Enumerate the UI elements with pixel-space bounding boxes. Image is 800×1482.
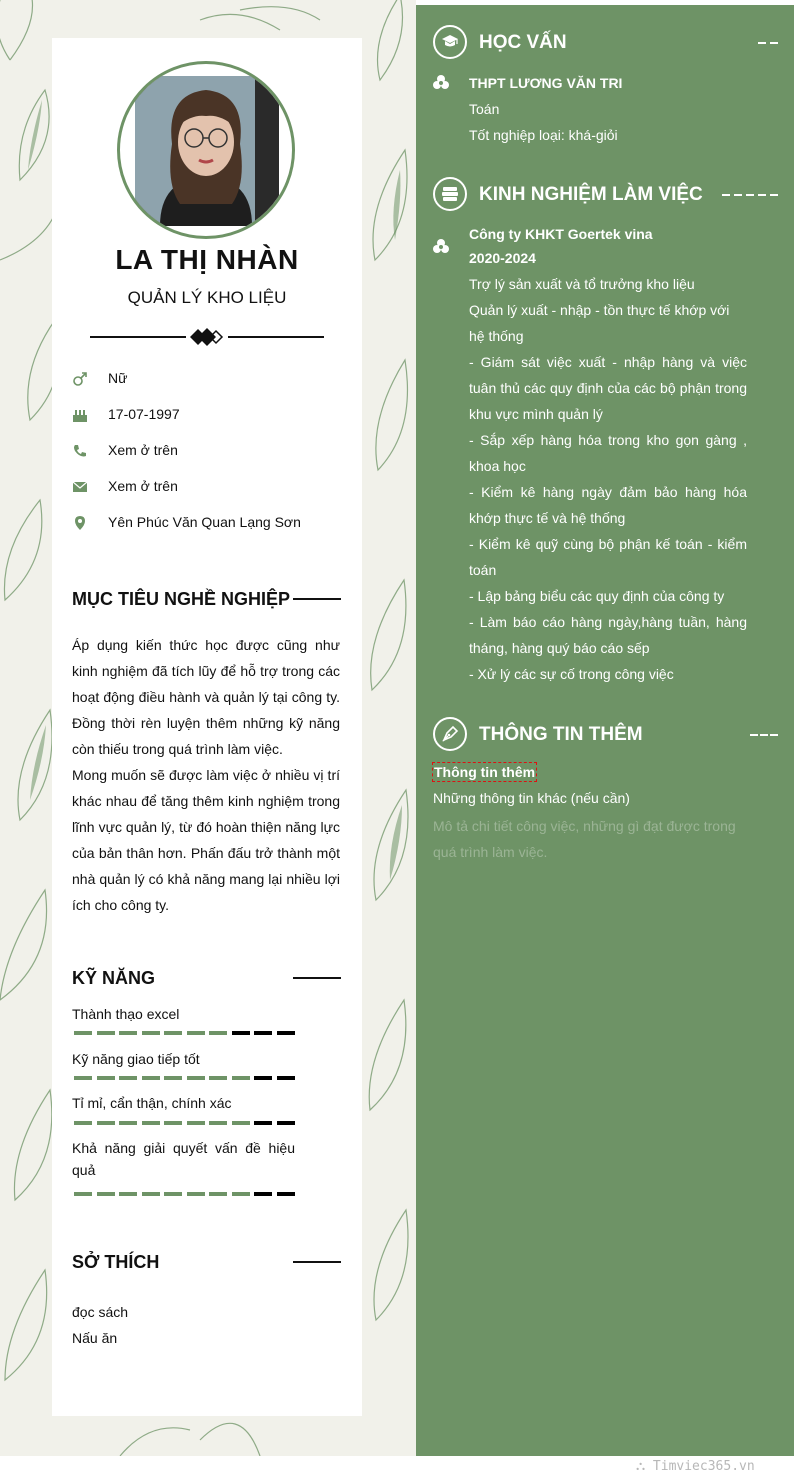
hobby-item: đọc sách	[72, 1304, 129, 1320]
skill-segment-filled	[232, 1192, 250, 1196]
hobby-item: Nấu ăn	[72, 1330, 118, 1346]
skill-segment-filled	[97, 1121, 115, 1125]
hobbies-title: SỞ THÍCH	[72, 1252, 160, 1272]
avatar	[117, 61, 295, 239]
envelope-icon	[72, 479, 88, 495]
skill-segment-filled	[142, 1031, 160, 1035]
skill-segment-filled	[142, 1192, 160, 1196]
gender-text: Nữ	[108, 370, 128, 386]
experience-line: - Kiểm kê quỹ cùng bộ phận kế toán - kiểm toán	[469, 536, 747, 578]
address-text: Yên Phúc Văn Quan Lạng Sơn	[108, 514, 301, 530]
skill-segment-filled	[74, 1076, 92, 1080]
skill-segment-filled	[97, 1192, 115, 1196]
skill-segment-empty	[254, 1031, 272, 1035]
education-major: Toán	[469, 101, 500, 117]
experience-line: Quản lý xuất - nhập - tồn thực tế khớp với hệ thống	[469, 302, 730, 344]
experience-line: Trợ lý sản xuất và tổ trưởng kho liệu	[469, 276, 695, 292]
experience-icon-circle	[433, 177, 467, 211]
additional-description-placeholder[interactable]: Mô tả chi tiết công việc, những gì đạt được trong quá trình làm việc.	[433, 818, 736, 860]
skill-segment-filled	[142, 1076, 160, 1080]
experience-line: - Kiểm kê hàng ngày đảm bảo hàng hóa khớp thực tế và hệ thống	[469, 484, 747, 526]
skill-segment-filled	[164, 1031, 182, 1035]
person-photo-icon	[120, 64, 292, 236]
education-dash	[758, 42, 778, 44]
objective-title-line	[293, 598, 341, 600]
additional-icon-circle	[433, 717, 467, 751]
skill-segment-filled	[187, 1121, 205, 1125]
gender-icon	[72, 371, 88, 387]
skill-name: Khả năng giải quyết vấn đề hiệu quả	[72, 1140, 295, 1178]
skill-segment-filled	[74, 1121, 92, 1125]
birthday-text: 17-07-1997	[108, 406, 180, 422]
skill-segment-empty	[232, 1031, 250, 1035]
objective-paragraph-2: Mong muốn sẽ được làm việc ở nhiều vị trí khác nhau để tăng thêm kinh nghiệm trong lĩnh vực quản lý, từ đó hoàn thiện năng lực của bản thân hơn. Phấn đấu trở thành một nhà quản lý có khả năng mang lại nhiều lợi ích cho công ty.	[72, 767, 340, 913]
graduation-cap-icon	[441, 33, 459, 51]
skills-title-line	[293, 977, 341, 979]
ornament-divider	[90, 326, 324, 348]
skill-segment-empty	[254, 1076, 272, 1080]
skill-segment-filled	[97, 1031, 115, 1035]
skill-segment-filled	[164, 1192, 182, 1196]
experience-title: KINH NGHIỆM LÀM VIỆC	[479, 184, 703, 205]
skill-segment-empty	[277, 1192, 295, 1196]
email-text: Xem ở trên	[108, 478, 178, 494]
skill-segment-filled	[164, 1076, 182, 1080]
skill-segment-filled	[209, 1031, 227, 1035]
skill-segment-filled	[119, 1121, 137, 1125]
experience-line: - Giám sát việc xuất - nhập hàng và việc tuân thủ các quy định của các bộ phận trong khu vực mình quản lý	[469, 354, 747, 422]
job-title: QUẢN LÝ KHO LIỆU	[127, 288, 287, 307]
experience-period: 2020-2024	[469, 250, 536, 266]
skill-segment-filled	[187, 1192, 205, 1196]
education-title: HỌC VẤN	[479, 32, 567, 53]
additional-title: THÔNG TIN THÊM	[479, 724, 643, 745]
experience-dash	[722, 194, 778, 196]
skill-segment-empty	[277, 1031, 295, 1035]
hobbies-title-line	[293, 1261, 341, 1263]
experience-line: - Làm báo cáo hàng ngày,hàng tuần, hàng tháng, hàng quý báo cáo sếp	[469, 614, 747, 656]
candidate-name: LA THỊ NHÀN	[115, 244, 299, 275]
skill-segment-filled	[187, 1031, 205, 1035]
skill-segment-filled	[209, 1192, 227, 1196]
skill-segment-filled	[74, 1031, 92, 1035]
pen-nib-icon	[441, 725, 459, 743]
experience-line: - Lập bảng biểu các quy định của công ty	[469, 588, 725, 604]
clover-icon	[432, 238, 450, 256]
skill-name: Kỹ năng giao tiếp tốt	[72, 1051, 200, 1067]
skill-segment-filled	[187, 1076, 205, 1080]
skill-segment-empty	[277, 1121, 295, 1125]
watermark: ⛬ Timviec365.vn	[636, 1459, 755, 1474]
objective-paragraph-1: Áp dụng kiến thức học được cũng như kinh nghiệm đã tích lũy để hỗ trợ trong các hoạt động điều hành và quản lý tại công ty. Đồng thời rèn luyện thêm những kỹ năng còn thiếu trong quá trình làm việc.	[72, 637, 340, 757]
skill-segment-empty	[254, 1192, 272, 1196]
skill-segment-filled	[119, 1031, 137, 1035]
phone-icon	[72, 443, 88, 459]
additional-heading[interactable]: Thông tin thêm	[434, 764, 536, 780]
additional-subheading[interactable]: Những thông tin khác (nếu cần)	[433, 790, 630, 806]
skills-title: KỸ NĂNG	[72, 968, 156, 988]
skill-name: Tỉ mỉ, cẩn thận, chính xác	[72, 1095, 232, 1111]
map-pin-icon	[72, 515, 88, 531]
skill-segment-filled	[232, 1121, 250, 1125]
education-icon-circle	[433, 25, 467, 59]
phone-text: Xem ở trên	[108, 442, 178, 458]
skill-segment-filled	[209, 1121, 227, 1125]
education-result: Tốt nghiệp loại: khá-giỏi	[469, 127, 618, 143]
experience-line: - Sắp xếp hàng hóa trong kho gọn gàng , khoa học	[469, 432, 747, 474]
education-school: THPT LƯƠNG VĂN TRI	[469, 75, 623, 91]
objective-title: MỤC TIÊU NGHỀ NGHIỆP	[72, 589, 291, 609]
additional-dash	[750, 734, 778, 736]
skill-segment-empty	[277, 1076, 295, 1080]
skill-segment-filled	[119, 1076, 137, 1080]
skill-segment-empty	[254, 1121, 272, 1125]
skill-segment-filled	[119, 1192, 137, 1196]
skill-segment-filled	[164, 1121, 182, 1125]
skill-segment-filled	[74, 1192, 92, 1196]
experience-line: - Xử lý các sự cố trong công việc	[469, 666, 674, 682]
skill-segment-filled	[209, 1076, 227, 1080]
birthday-cake-icon	[72, 407, 88, 423]
experience-company: Công ty KHKT Goertek vina	[469, 226, 653, 242]
skill-segment-filled	[232, 1076, 250, 1080]
clover-icon	[432, 74, 450, 92]
skill-segment-filled	[97, 1076, 115, 1080]
skill-name: Thành thạo excel	[72, 1006, 180, 1022]
books-icon	[441, 185, 459, 203]
skill-segment-filled	[142, 1121, 160, 1125]
